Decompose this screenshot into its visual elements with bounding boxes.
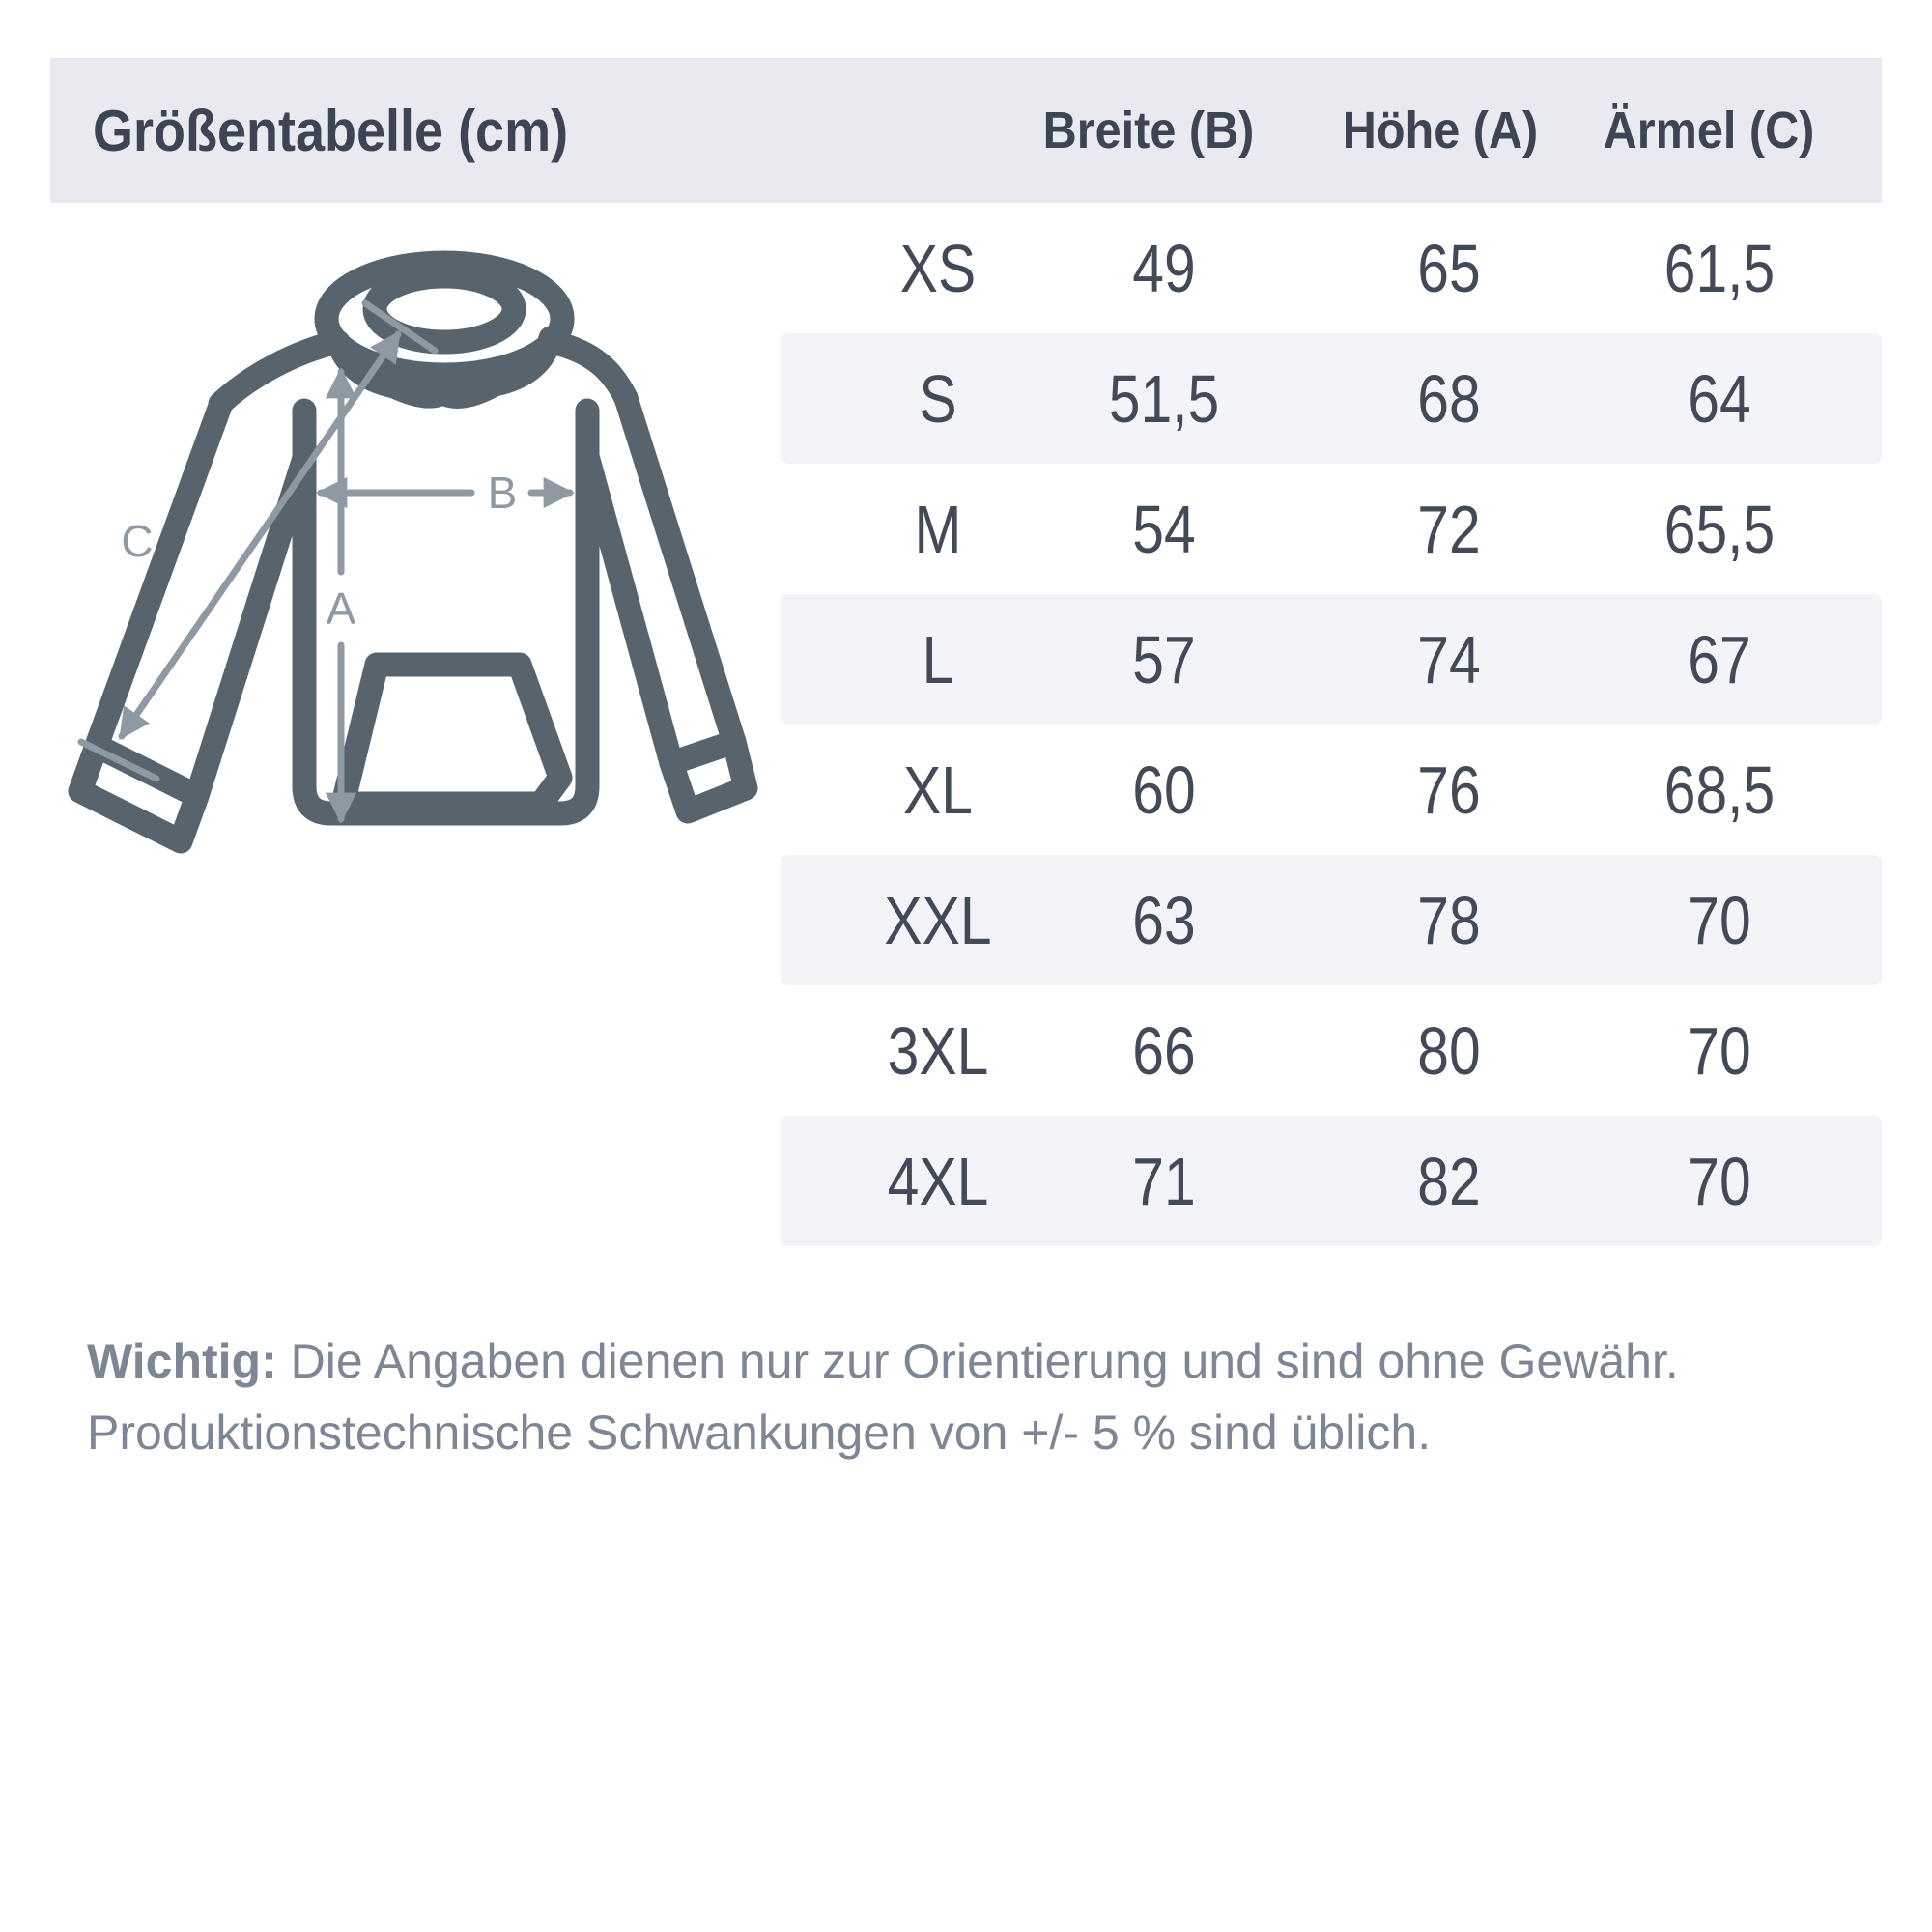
column-header-hoehe: Höhe (A) bbox=[1342, 101, 1539, 159]
dimension-label-c: C bbox=[121, 516, 154, 566]
aermel-value: 70 bbox=[1688, 1012, 1751, 1089]
breite-value: 54 bbox=[1132, 491, 1196, 567]
hoodie-pocket bbox=[343, 665, 560, 804]
hoehe-value: 76 bbox=[1417, 752, 1481, 828]
table-row bbox=[781, 333, 1882, 464]
hoehe-value: 68 bbox=[1417, 360, 1481, 437]
disclaimer-line1: Die Angaben dienen nur zur Orientierung und sind ohne Gewähr. bbox=[276, 1334, 1679, 1388]
hoehe-value: 72 bbox=[1417, 491, 1481, 567]
table-row bbox=[781, 985, 1882, 1116]
table-row bbox=[781, 594, 1882, 724]
hoodie-collar-bottom bbox=[394, 384, 495, 396]
dimension-label-a: A bbox=[326, 583, 356, 634]
aermel-value: 70 bbox=[1688, 1143, 1751, 1219]
hoehe-value: 80 bbox=[1417, 1012, 1481, 1089]
disclaimer-bold-label: Wichtig: bbox=[87, 1334, 277, 1388]
breite-value: 51,5 bbox=[1108, 360, 1220, 437]
table-row bbox=[781, 464, 1882, 594]
size-label: 3XL bbox=[887, 1012, 989, 1089]
hoodie-shoulder-left bbox=[220, 343, 333, 404]
size-label: L bbox=[922, 621, 954, 697]
page-title: Größentabelle (cm) bbox=[93, 98, 569, 163]
hoodie-measurement-diagram bbox=[58, 213, 782, 889]
breite-value: 71 bbox=[1132, 1143, 1196, 1219]
aermel-value: 61,5 bbox=[1663, 230, 1776, 306]
table-row bbox=[781, 203, 1882, 333]
table-row bbox=[781, 724, 1882, 855]
column-header-breite: Breite (B) bbox=[1042, 101, 1255, 159]
breite-value: 66 bbox=[1132, 1012, 1196, 1089]
table-row bbox=[781, 855, 1882, 985]
size-chart-header bbox=[50, 58, 1882, 203]
hoehe-value: 74 bbox=[1417, 621, 1481, 697]
size-label: XL bbox=[903, 752, 973, 828]
disclaimer-note bbox=[87, 1325, 1748, 1468]
size-label: XXL bbox=[884, 882, 992, 958]
table-row bbox=[781, 1116, 1882, 1246]
aermel-value: 68,5 bbox=[1663, 752, 1776, 828]
aermel-value: 65,5 bbox=[1663, 491, 1776, 567]
breite-value: 63 bbox=[1132, 882, 1196, 958]
size-label: 4XL bbox=[887, 1143, 989, 1219]
size-table bbox=[781, 203, 1882, 1246]
column-header-aermel: Ärmel (C) bbox=[1603, 101, 1815, 159]
dimension-label-b: B bbox=[487, 468, 518, 518]
size-label: XS bbox=[899, 230, 977, 306]
aermel-value: 67 bbox=[1688, 621, 1751, 697]
breite-value: 60 bbox=[1132, 752, 1196, 828]
hoodie-shoulder-right bbox=[555, 343, 626, 398]
size-label: M bbox=[914, 491, 962, 567]
breite-value: 57 bbox=[1132, 621, 1196, 697]
hoehe-value: 82 bbox=[1417, 1143, 1481, 1219]
hoehe-value: 65 bbox=[1417, 230, 1481, 306]
size-label: S bbox=[919, 360, 957, 437]
aermel-value: 70 bbox=[1688, 882, 1751, 958]
aermel-value: 64 bbox=[1688, 360, 1751, 437]
hoehe-value: 78 bbox=[1417, 882, 1481, 958]
breite-value: 49 bbox=[1132, 230, 1196, 306]
disclaimer-line2: Produktionstechnische Schwankungen von +/- 5 % sind üblich. bbox=[87, 1406, 1432, 1460]
